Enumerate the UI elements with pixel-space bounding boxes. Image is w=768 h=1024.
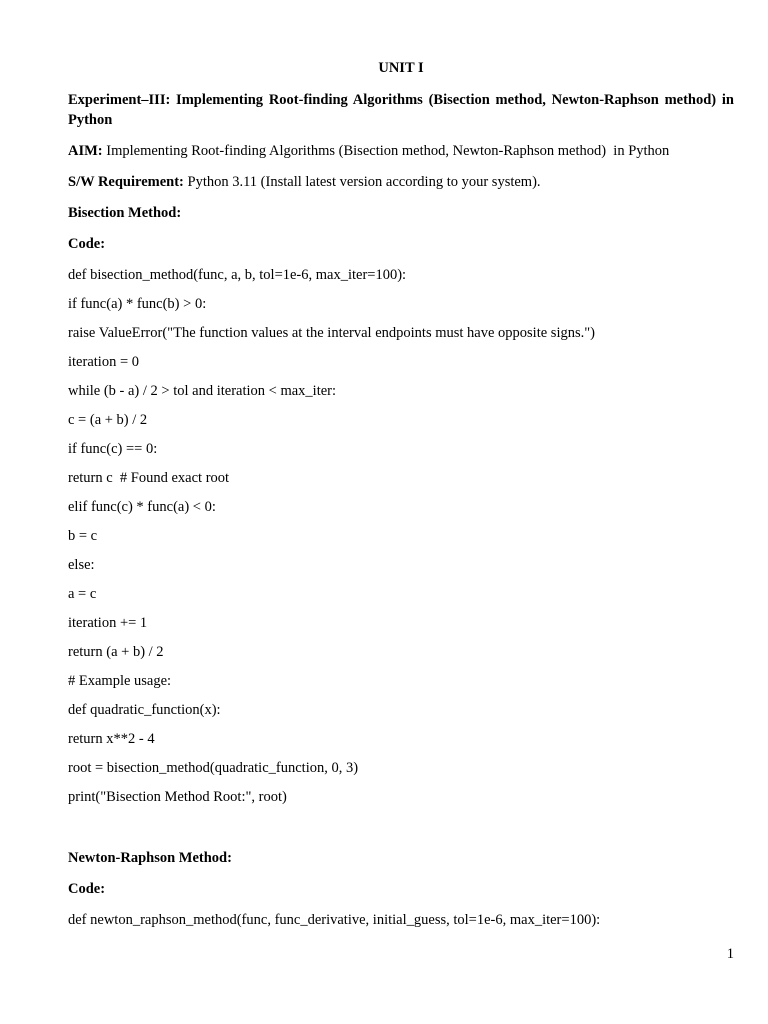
code-line: iteration = 0 [68,354,139,370]
bisection-heading: Bisection Method: [68,205,182,221]
bisection-code-label: Code: [68,236,106,252]
experiment-title: Experiment–III: Implementing Root-finding Algorithms (Bisection method, Newton-Raphson method) in Python [68,92,734,128]
code-line: iteration += 1 [68,615,148,631]
code-line: def bisection_method(func, a, b, tol=1e-6, max_iter=100): [68,267,407,283]
newton-code-label: Code: [68,881,106,897]
code-line: if func(c) == 0: [68,441,158,457]
page-number: 1 [726,946,734,962]
requirement-label: S/W Requirement: [68,174,184,190]
code-line: while (b - a) / 2 > tol and iteration < max_iter: [68,383,337,399]
aim-text: Implementing Root-finding Algorithms (Bisection method, Newton-Raphson method) in Python [102,143,670,159]
code-line: b = c [68,528,98,544]
code-line: c = (a + b) / 2 [68,412,148,428]
code-line: return c # Found exact root [68,470,230,486]
code-line: a = c [68,586,97,602]
code-line: def quadratic_function(x): [68,702,221,718]
requirement-line [68,173,541,191]
aim-line [68,142,669,160]
code-line: raise ValueError("The function values at the interval endpoints must have opposite signs.") [68,325,595,341]
code-line: # Example usage: [68,673,172,689]
code-line: elif func(c) * func(a) < 0: [68,499,216,515]
code-line: if func(a) * func(b) > 0: [68,296,207,312]
code-line: return x**2 - 4 [68,731,155,747]
code-line: root = bisection_method(quadratic_function, 0, 3) [68,760,359,776]
newton-heading: Newton-Raphson Method: [68,850,232,866]
aim-label: AIM: [68,143,103,159]
code-line: else: [68,557,95,573]
requirement-text: Python 3.11 (Install latest version according to your system). [183,174,541,190]
code-line: return (a + b) / 2 [68,644,164,660]
code-line: print("Bisection Method Root:", root) [68,789,287,805]
unit-heading: UNIT I [378,60,424,76]
code-line: def newton_raphson_method(func, func_derivative, initial_guess, tol=1e-6, max_iter=100): [68,912,601,928]
